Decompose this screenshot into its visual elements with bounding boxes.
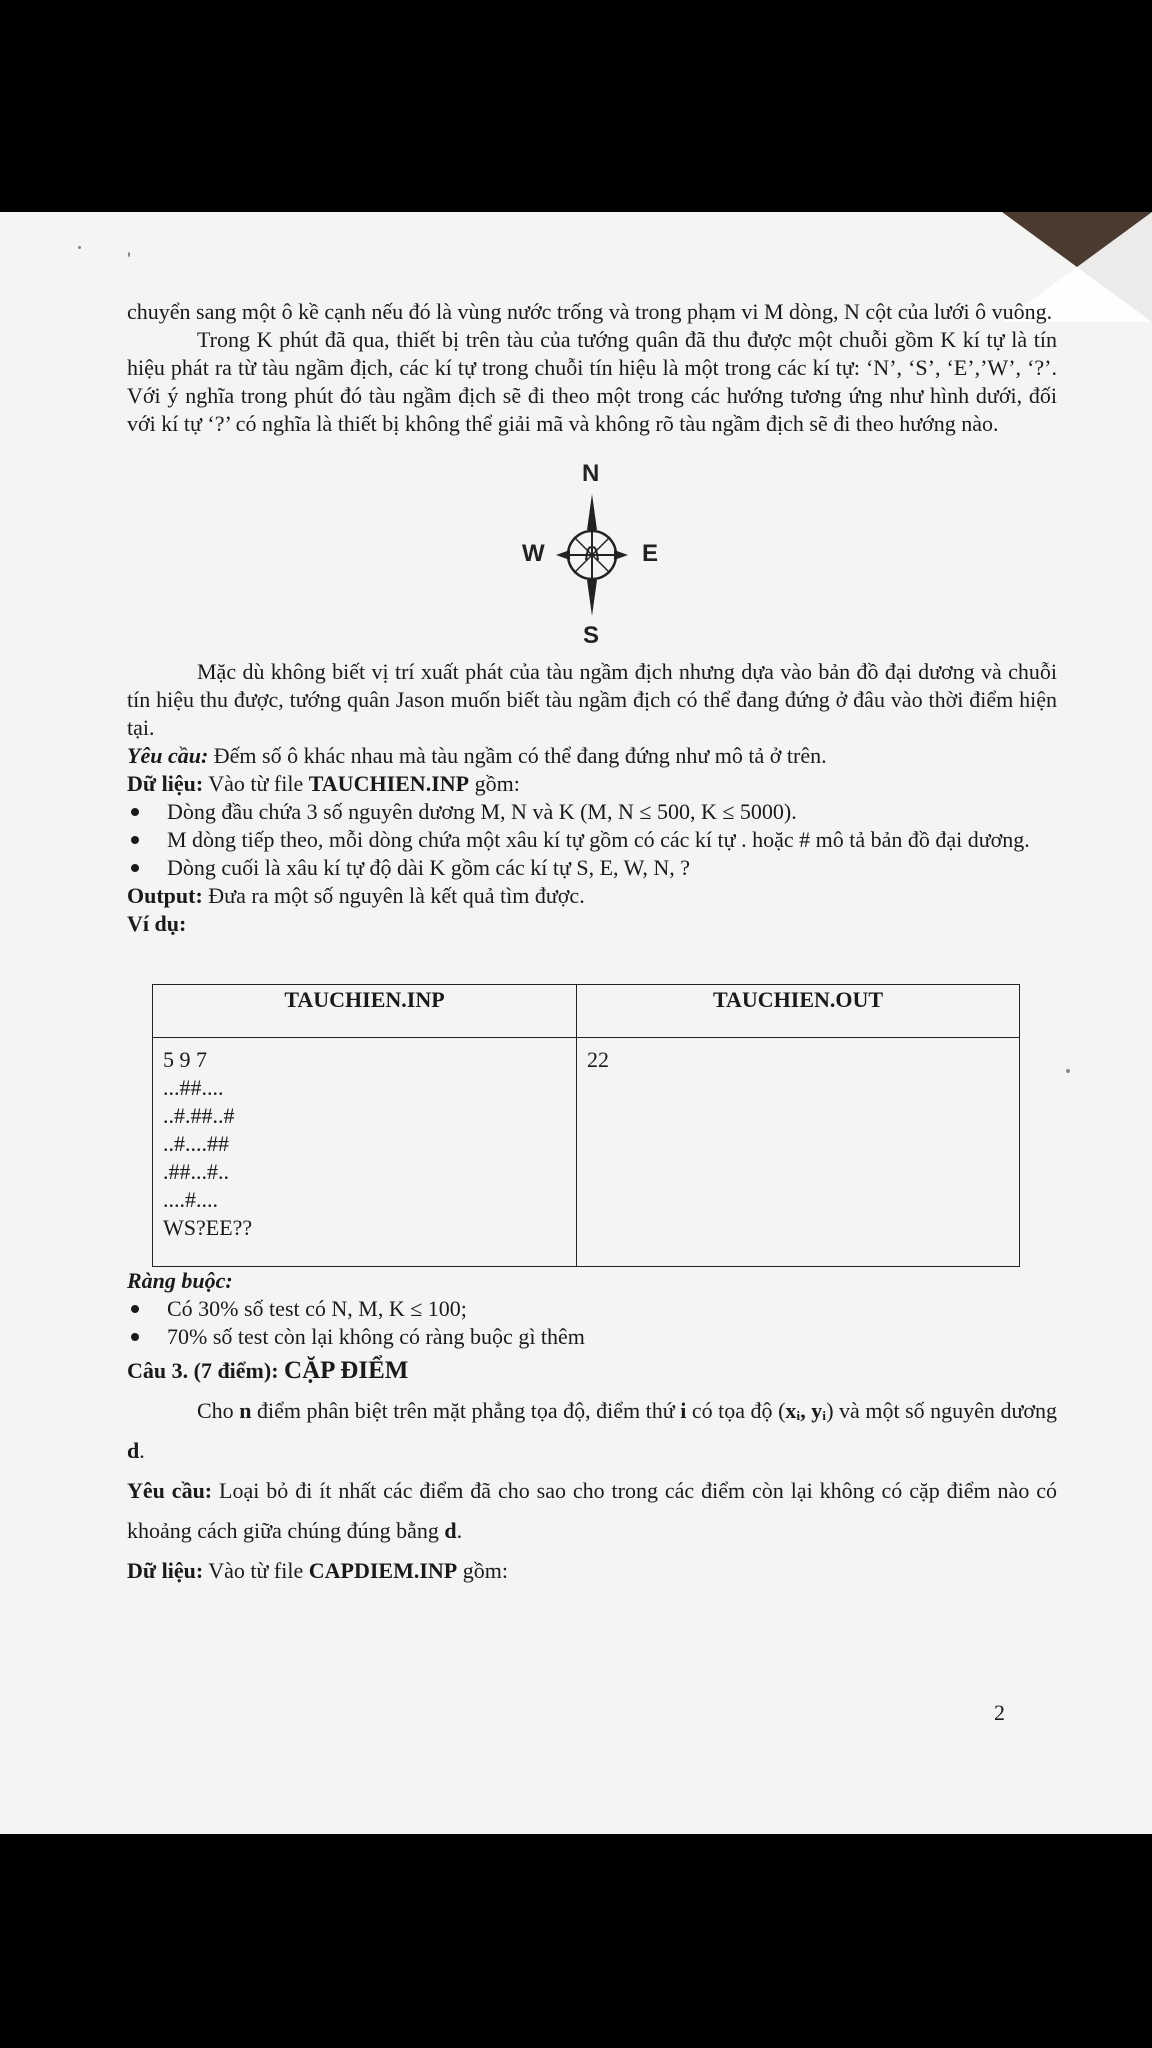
example-output-cell [577, 1038, 1020, 1267]
example-input-line: WS?EE?? [163, 1215, 253, 1240]
output-spec [127, 882, 1057, 910]
constraints-label: Ràng buộc: [127, 1268, 233, 1293]
example-input-line: ....#.... [163, 1187, 218, 1212]
constraint-item: 70% số test còn lại không có ràng buộc gì thêm [167, 1323, 1057, 1351]
q3-text: điểm phân biệt trên mặt phẳng tọa độ, điểm thứ [251, 1398, 681, 1423]
question-3-input [127, 1551, 1057, 1591]
table-header-input: TAUCHIEN.INP [153, 985, 577, 1038]
q3-req-label: Yêu cầu: [127, 1478, 213, 1503]
q3-req-var-d: d [444, 1518, 457, 1543]
example-input-line: ...##.... [163, 1075, 224, 1100]
q3-req-text: . [456, 1518, 463, 1543]
paper-speck [78, 246, 81, 249]
input-spec-list [127, 798, 1057, 882]
document-page [0, 212, 1152, 1834]
requirement-label: Yêu cầu: [127, 743, 209, 768]
table-header-output: TAUCHIEN.OUT [577, 985, 1020, 1038]
example-label [127, 910, 1057, 938]
example-input-line: ..#....## [163, 1131, 229, 1156]
q3-var-d: d [127, 1438, 140, 1463]
question-3-prefix: Câu 3. (7 điểm): [127, 1358, 285, 1383]
intro-paragraph: Trong K phút đã qua, thiết bị trên tàu của tướng quân đã thu được một chuỗi gồm K kí tự là tín hiệu phát ra từ tàu ngầm địch, các kí tự trong chuỗi tín hiệu là một trong các kí tự: ‘N’, ‘S’, ‘E’,’W’, ‘?’. Với ý nghĩa trong phút đó tàu ngầm địch sẽ đi theo một trong các hướng tương ứng như hình dưới, đối với kí tự ‘?’ có nghĩa là thiết bị không thể giải mã và không rõ tàu ngầm địch sẽ đi theo hướng nào. [127, 327, 1057, 436]
example-output-value: 22 [587, 1047, 609, 1072]
q3-data-text: gồm: [457, 1558, 508, 1583]
compass-figure [512, 460, 672, 650]
input-filename: TAUCHIEN.INP [308, 771, 470, 796]
q3-text: . [139, 1438, 145, 1463]
paper-speck [1066, 1069, 1070, 1073]
q3-data-filename: CAPDIEM.INP [308, 1558, 458, 1583]
page-number: 2 [994, 1700, 1005, 1725]
question-3-requirement [127, 1471, 1057, 1551]
intro-line: chuyển sang một ô kề cạnh nếu đó là vùng nước trống và trong phạm vi M dòng, N cột của lưới ô vuông. [127, 299, 1053, 324]
example-table [152, 984, 1020, 1267]
q3-data-label: Dữ liệu: [127, 1558, 204, 1583]
q3-text: Cho [197, 1398, 240, 1423]
output-spec-label: Output: [127, 883, 203, 908]
q3-data-text: Vào từ file [203, 1558, 309, 1583]
q3-var-i: i [680, 1398, 687, 1423]
q3-req-text: Loại bỏ đi ít nhất các điểm đã cho sao cho trong các điểm còn lại không có cặp điểm nào có khoảng cách giữa chúng đúng bằng [127, 1478, 1057, 1543]
input-spec-item: Dòng đầu chứa 3 số nguyên dương M, N và K (M, N ≤ 500, K ≤ 5000). [167, 798, 1057, 826]
q3-var-n: n [239, 1398, 252, 1423]
input-spec-label: Dữ liệu: [127, 771, 204, 796]
context-paragraph: Mặc dù không biết vị trí xuất phát của tàu ngầm địch nhưng dựa vào bản đồ đại dương và chuỗi tín hiệu thu được, tướng quân Jason muốn biết tàu ngầm địch có thể đang đứng ở đâu vào thời điểm hiện tại. [127, 659, 1057, 740]
input-spec [127, 770, 1057, 798]
question-3-title: CẶP ĐIỂM [284, 1357, 409, 1384]
q3-coord: xᵢ, yᵢ [785, 1398, 827, 1423]
input-spec-text: gồm: [469, 771, 520, 796]
question-3-heading [127, 1351, 1057, 1391]
compass-label-east: E [642, 540, 659, 567]
paper-speck [128, 252, 130, 257]
question-3 [127, 1351, 1057, 1591]
requirement [127, 742, 1057, 770]
document-content [127, 298, 1057, 1591]
example-input-cell [153, 1038, 577, 1267]
example-input-line: ..#.##..# [163, 1103, 235, 1128]
question-3-description [127, 1391, 1057, 1471]
compass-label-south: S [583, 622, 600, 649]
compass-label-north: N [582, 460, 600, 487]
constraints-list [127, 1295, 1057, 1351]
requirement-text: Đếm số ô khác nhau mà tàu ngầm có thể đang đứng như mô tả ở trên. [208, 743, 827, 768]
example-input-line: .##...#.. [163, 1159, 229, 1184]
input-spec-text: Vào từ file [203, 771, 309, 796]
example-input-line: 5 9 7 [163, 1047, 207, 1072]
q3-text: ) và một số nguyên dương [826, 1398, 1057, 1423]
constraint-item: Có 30% số test có N, M, K ≤ 100; [167, 1295, 1057, 1323]
output-spec-text: Đưa ra một số nguyên là kết quả tìm được. [202, 883, 585, 908]
q3-text: có tọa độ ( [686, 1398, 786, 1423]
input-spec-item: M dòng tiếp theo, mỗi dòng chứa một xâu kí tự gồm có các kí tự . hoặc # mô tả bản đồ đại dương. [167, 826, 1057, 854]
input-spec-item: Dòng cuối là xâu kí tự độ dài K gồm các kí tự S, E, W, N, ? [167, 854, 1057, 882]
example-label-text: Ví dụ: [127, 911, 187, 936]
compass-label-west: W [522, 540, 545, 567]
